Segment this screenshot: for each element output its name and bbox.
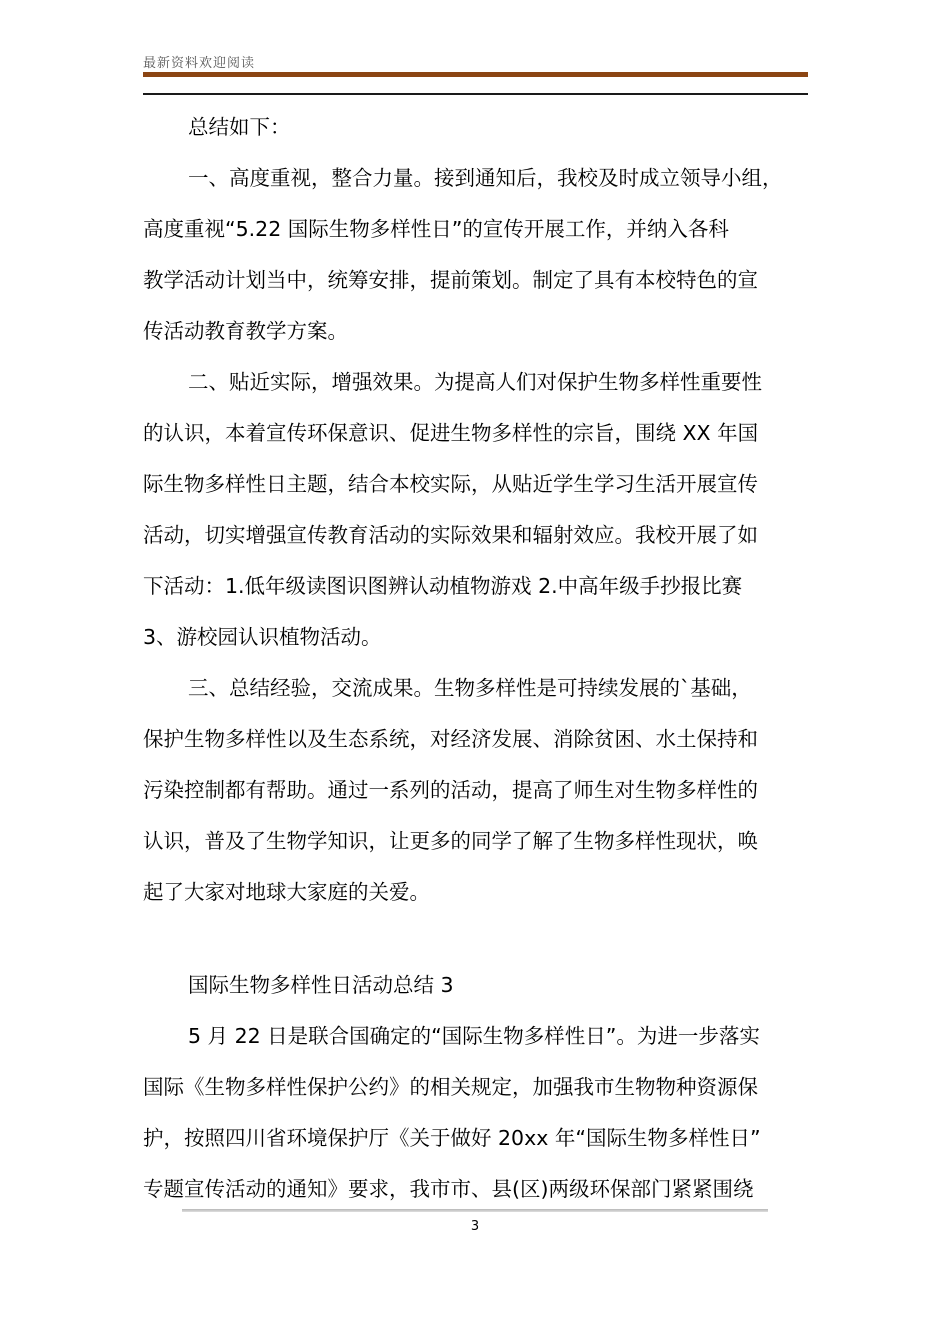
text-line: 认识，普及了生物学知识，让更多的同学了解了生物多样性现状，唤 bbox=[143, 829, 758, 853]
text-line: 5 月 22 日是联合国确定的“国际生物多样性日”。为进一步落实 bbox=[188, 1024, 760, 1048]
text-line: 总结如下： bbox=[188, 115, 291, 139]
page-number: 3 bbox=[470, 1219, 480, 1234]
text-line: 三、总结经验，交流成果。生物多样性是可持续发展的`基础， bbox=[188, 676, 752, 700]
text-line: 二、贴近实际，增强效果。为提高人们对保护生物多样性重要性 bbox=[188, 370, 762, 394]
page-header: 最新资料欢迎阅读 bbox=[143, 56, 256, 71]
text-line: 的认识，本着宣传环保意识、促进生物多样性的宗旨，围绕 XX 年国 bbox=[143, 421, 759, 445]
footer-rule bbox=[182, 1209, 768, 1212]
text-line: 下活动：1.低年级读图识图辨认动植物游戏 2.中高年级手抄报比赛 bbox=[143, 574, 743, 598]
text-line: 专题宣传活动的通知》要求，我市市、县(区)两级环保部门紧紧围绕 bbox=[143, 1177, 754, 1201]
text-line: 3、游校园认识植物活动。 bbox=[143, 625, 382, 649]
text-line: 活动，切实增强宣传教育活动的实际效果和辐射效应。我校开展了如 bbox=[143, 523, 758, 547]
paragraph-gap bbox=[143, 918, 813, 960]
text-line: 污染控制都有帮助。通过一系列的活动，提高了师生对生物多样性的 bbox=[143, 778, 758, 802]
document-body bbox=[143, 102, 813, 1215]
text-line: 教学活动计划当中，统筹安排，提前策划。制定了具有本校特色的宣 bbox=[143, 268, 758, 292]
text-line: 护，按照四川省环境保护厅《关于做好 20xx 年“国际生物多样性日” bbox=[143, 1126, 761, 1150]
section-title: 国际生物多样性日活动总结 3 bbox=[188, 973, 454, 997]
text-line: 高度重视“5.22 国际生物多样性日”的宣传开展工作，并纳入各科 bbox=[143, 217, 729, 241]
header-rule-black bbox=[143, 93, 808, 95]
text-line: 国际《生物多样性保护公约》的相关规定，加强我市生物物种资源保 bbox=[143, 1075, 758, 1099]
header-rule-brown bbox=[143, 72, 808, 77]
text-line: 传活动教育教学方案。 bbox=[143, 319, 348, 343]
text-line: 保护生物多样性以及生态系统，对经济发展、消除贫困、水土保持和 bbox=[143, 727, 758, 751]
text-line: 际生物多样性日主题，结合本校实际，从贴近学生学习生活开展宣传 bbox=[143, 472, 758, 496]
text-line: 起了大家对地球大家庭的关爱。 bbox=[143, 880, 430, 904]
text-line: 一、高度重视，整合力量。接到通知后，我校及时成立领导小组， bbox=[188, 166, 783, 190]
